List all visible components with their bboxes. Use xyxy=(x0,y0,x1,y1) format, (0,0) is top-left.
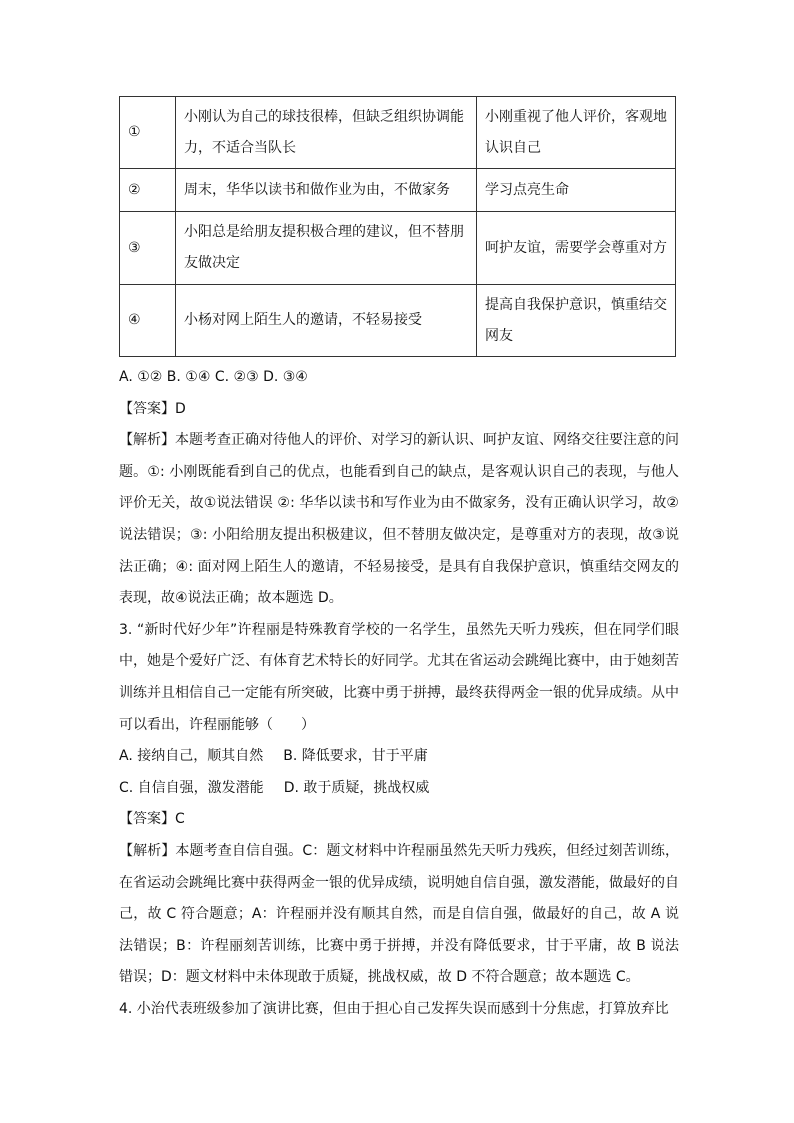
table-row xyxy=(120,212,676,285)
q3-option-a: A. 接纳自己，顺其自然 xyxy=(119,748,264,765)
row-view: 呵护友谊，需要学会尊重对方 xyxy=(477,212,676,285)
row-number: ① xyxy=(120,97,176,169)
q2-analysis: 【解析】本题考查正确对待他人的评价、对学习的新认识、呵护友谊、网络交往要注意的问题。①: 小刚既能看到自己的优点，也能看到自己的缺点，是客观认识自己的表现，与他人评价无关，故①说法错误 ②: 华华以读书和写作业为由不做家务，没有正确认识学习，故②说法错误；③: 小阳给朋友提出积极建议，但不替朋友做决定，是尊重对方的表现，故③说法正确；④: 面对网上陌生人的邀请，不轻易接受，是具有自我保护意识，慎重结交网友的表现，故④说法正确；故本题选 D。 xyxy=(119,432,679,607)
question-content xyxy=(119,362,679,1025)
q3-analysis: 【解析】本题考查自信自强。C：题文材料中许程丽虽然先天听力残疾，但经过刻苦训练，在省运动会跳绳比赛中获得两金一银的优异成绩，说明她自信自强，激发潜能，做最好的自己，故 C 符合题意；A：许程丽并没有顺其自然，而是自信自强，做最好的自己，故 A 说法错误；B：许程丽刻苦训练，比赛中勇于拼搏，并没有降低要求，甘于平庸，故 B 说法错误；D：题文材料中未体现敢于质疑，挑战权威，故 D 不符合题意；故本题选 C。 xyxy=(119,842,679,986)
row-view: 小刚重视了他人评价，客观地认识自己 xyxy=(477,97,676,169)
options-table xyxy=(119,96,676,357)
row-situation: 小杨对网上陌生人的邀请，不轻易接受 xyxy=(176,285,477,357)
row-view: 学习点亮生命 xyxy=(477,169,676,212)
row-situation: 周末，华华以读书和做作业为由，不做家务 xyxy=(176,169,477,212)
q3-answer: 【答案】C xyxy=(119,811,185,828)
table-row xyxy=(120,285,676,357)
q3-stem: 3. “新时代好少年”许程丽是特殊教育学校的一名学生，虽然先天听力残疾，但在同学们眼中，她是个爱好广泛、有体育艺术特长的好同学。尤其在省运动会跳绳比赛中，由于她刻苦训练并且相信自己一定能有所突破，比赛中勇于拼搏，最终获得两金一银的优异成绩。从中可以看出，许程丽能够（ ） xyxy=(119,621,679,733)
row-situation: 小刚认为自己的球技很棒，但缺乏组织协调能力，不适合当队长 xyxy=(176,97,477,169)
row-situation: 小阳总是给朋友提积极合理的建议，但不替朋友做决定 xyxy=(176,212,477,285)
table-row xyxy=(120,169,676,212)
q3-options-row-1 xyxy=(119,741,679,773)
q2-answer: 【答案】D xyxy=(119,400,186,417)
q3-option-c: C. 自信自强，激发潜能 xyxy=(119,779,264,796)
q4-stem: 4. 小治代表班级参加了演讲比赛，但由于担心自己发挥失误而感到十分焦虑，打算放弃比 xyxy=(119,1000,669,1017)
row-view: 提高自我保护意识，慎重结交网友 xyxy=(477,285,676,357)
q3-option-b: B. 降低要求，甘于平庸 xyxy=(283,748,428,765)
q3-options-row-2 xyxy=(119,773,679,805)
q3-option-d: D. 敢于质疑，挑战权威 xyxy=(283,779,430,796)
row-number: ④ xyxy=(120,285,176,357)
row-number: ③ xyxy=(120,212,176,285)
row-number: ② xyxy=(120,169,176,212)
q2-options: A. ①② B. ①④ C. ②③ D. ③④ xyxy=(119,369,308,385)
table-row xyxy=(120,97,676,169)
